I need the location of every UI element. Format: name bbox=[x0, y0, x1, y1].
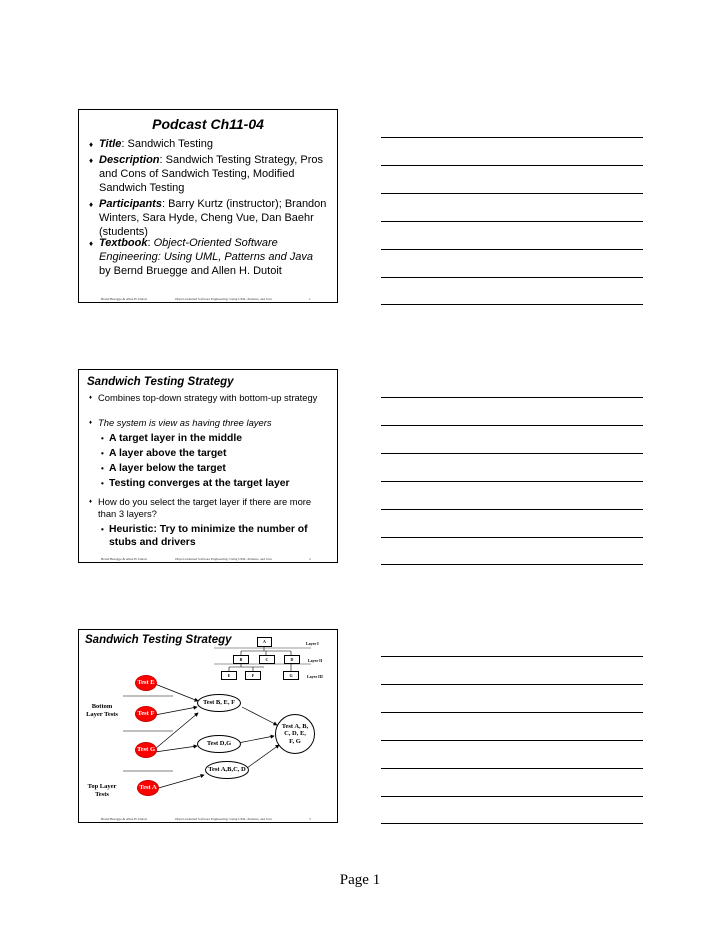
test-a-node: Test A bbox=[137, 780, 159, 796]
diamond-subbullet-icon: • bbox=[101, 449, 104, 458]
layer-label-2: Layer II bbox=[308, 658, 323, 663]
test-f-node: Test F bbox=[135, 706, 157, 722]
test-dg-node: Test D,G bbox=[197, 735, 241, 753]
module-box-b: B bbox=[233, 655, 249, 664]
test-g-node: Test G bbox=[135, 742, 157, 758]
diamond-bullet-icon: ♦ bbox=[89, 420, 93, 426]
test-e-node: Test E bbox=[135, 675, 157, 691]
sub-bullet-below: • A layer below the target bbox=[101, 463, 226, 474]
layer-label-3: Layer III bbox=[307, 674, 323, 679]
module-box-a: A bbox=[257, 637, 272, 647]
slide-1: Podcast Ch11-04 ♦ Title: Sandwich Testing ♦ Description: Sandwich Testing Strategy, Pros and Cons of Sandwich Testing, Modified Sandwich Testing ♦ Participants: Barry Kurtz (instructor); Brandon Winters, Sara Hyde, Cheng Vue, Dan Baehr (students) ♦ Textbook: Object-Oriented Software Engineering: Using UML, Patterns and Java by Bernd Bruegge and Allen H. Dutoit Bernd Bruegge & Allen H. Dutoit Object-Oriented Software Engineering: Using UML, Patterns, and Java 1 bbox=[78, 109, 338, 303]
slide-3: Sandwich Testing Strategy A B C D E F G Layer I Layer II Layer III Test E Test F Test G Test A Test B, E, F Test D,G Test A,B,C, D Test A, B, C, D, E, F, G Bottom Layer Tests Top Layer Tests Bernd Bruegge & Allen H. Dutoit Object-Oriented Software Engineering: Using UML, Patterns, and Java 3 bbox=[78, 629, 338, 823]
module-box-d: D bbox=[284, 655, 300, 664]
slide-3-title: Sandwich Testing Strategy bbox=[85, 634, 232, 646]
test-bef-node: Test B, E, F bbox=[197, 694, 241, 712]
bullet-title: ♦ Title: Sandwich Testing bbox=[89, 138, 213, 150]
bullet-description: ♦ Description: Sandwich Testing Strategy, Pros and Cons of Sandwich Testing, Modified Sandwich Testing bbox=[89, 154, 323, 194]
page-number: Page 1 bbox=[339, 872, 381, 888]
module-box-g: G bbox=[283, 671, 299, 680]
top-layer-tests-label: Top Layer Tests bbox=[87, 783, 117, 798]
module-box-f: F bbox=[245, 671, 261, 680]
bullet-three-layers: ♦ The system is view as having three layers bbox=[89, 417, 272, 428]
module-box-c: C bbox=[259, 655, 275, 664]
bottom-layer-tests-label: Bottom Layer Tests bbox=[86, 703, 118, 718]
slide-2: Sandwich Testing Strategy ♦ Combines top-down strategy with bottom-up strategy ♦ The system is view as having three layers • A target layer in the middle • A layer above the target • A layer below the target • Testing converges at the target layer ♦ How do you select the target layer if there are more than 3 layers? • Heuristic: Try to minimize the number of stubs and drivers Bernd Bruegge & Allen H. Dutoit Object-Oriented Software Engineering: Using UML, Patterns, and Java 2 bbox=[78, 369, 338, 563]
diamond-subbullet-icon: • bbox=[101, 479, 104, 488]
diamond-bullet-icon: ♦ bbox=[89, 156, 94, 165]
slide-1-title: Podcast Ch11-04 bbox=[152, 116, 264, 132]
bullet-combines: ♦ Combines top-down strategy with bottom-up strategy bbox=[89, 392, 318, 403]
test-all-node: Test A, B, C, D, E, F, G bbox=[275, 714, 315, 754]
sub-bullet-above: • A layer above the target bbox=[101, 448, 227, 459]
diamond-bullet-icon: ♦ bbox=[89, 140, 94, 149]
layer-label-1: Layer I bbox=[306, 641, 319, 646]
bullet-participants: ♦ Participants: Barry Kurtz (instructor); Brandon Winters, Sara Hyde, Cheng Vue, Dan Baehr (students) bbox=[89, 198, 327, 238]
diamond-bullet-icon: ♦ bbox=[89, 200, 94, 209]
sub-bullet-converges: • Testing converges at the target layer bbox=[101, 478, 290, 489]
diamond-subbullet-icon: • bbox=[101, 464, 104, 473]
diamond-bullet-icon: ♦ bbox=[89, 239, 94, 248]
diamond-subbullet-icon: • bbox=[101, 525, 104, 534]
sub-bullet-target: • A target layer in the middle bbox=[101, 433, 242, 444]
sub-bullet-heuristic: • Heuristic: Try to minimize the number of stubs and drivers bbox=[101, 524, 308, 548]
bullet-select-target: ♦ How do you select the target layer if there are more than 3 layers? bbox=[89, 496, 312, 519]
slide-2-title: Sandwich Testing Strategy bbox=[87, 376, 234, 388]
test-abcd-node: Test A,B,C, D bbox=[205, 761, 249, 779]
diamond-subbullet-icon: • bbox=[101, 434, 104, 443]
module-box-e: E bbox=[221, 671, 237, 680]
diamond-bullet-icon: ♦ bbox=[89, 499, 93, 505]
diamond-bullet-icon: ♦ bbox=[89, 395, 93, 401]
bullet-textbook: ♦ Textbook: Object-Oriented Software Engineering: Using UML, Patterns and Java by Bernd Bruegge and Allen H. Dutoit bbox=[89, 237, 314, 277]
